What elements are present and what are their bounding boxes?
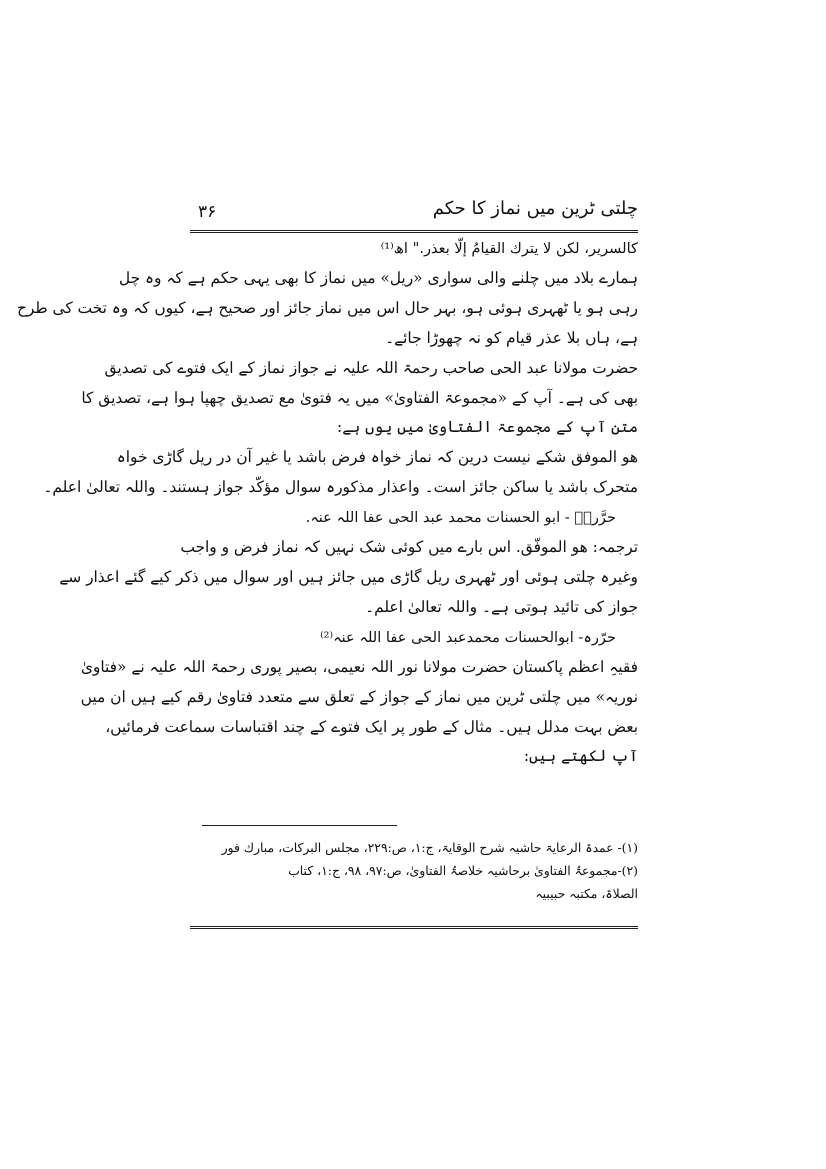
text-line: جواز کی تائید ہوتی ہے۔ واللہ تعالیٰ اعلم۔: [365, 597, 638, 616]
text-line: ہے، ہاں بلا عذر قیام کو نہ چھوڑا جائے۔: [385, 328, 638, 347]
footnotes: [190, 836, 638, 905]
header-title: چلتی ٹرین میں نماز کا حکم: [432, 198, 638, 219]
text-line: بھی کی ہے۔ آپ کے «مجموعۃ الفتاویٰ» میں یہ فتویٰ مع تصدیق چھپا ہوا ہے، تصدیق کا: [81, 388, 638, 407]
text-line: فقیہِ اعظم پاکستان حضرت مولانا نور اللہ نعیمی، بصیر پوری رحمۃ اللہ علیہ نے «فتاویٰ: [80, 657, 638, 676]
text-line: ترجمہ: ھو الموفّق. اس بارے میں کوئی شک نہیں کہ نماز فرض و واجب: [180, 538, 638, 557]
text-line: حضرت مولانا عبد الحی صاحب رحمۃ اللہ علیہ نے جواز نماز کے ایک فتوے کی تصدیق: [104, 358, 638, 377]
text-line: حرّرہ- ابوالحسنات محمدعبد الحی عفا اللہ عنہ⁽²⁾: [320, 628, 616, 646]
main-text: [16, 234, 638, 772]
text-line: رہی ہو یا ٹھہری ہوئی ہو، بہر حال اس میں نماز جائز اور صحیح ہے، کیوں کہ وہ تخت کی طرح: [16, 298, 638, 317]
text-line: متن آپ کے مجموعۃ الفتاویٰ میں یوں ہے:: [337, 418, 638, 437]
footer-divider: [190, 926, 638, 933]
text-line: بعض بہت مدلل ہیں۔ مثال کے طور پر ایک فتوے کے چند اقتباسات سماعت فرمائیں،: [105, 717, 638, 736]
running-header: [190, 196, 638, 233]
book-page: [16, 196, 638, 936]
text-line: ہمارے بلاد میں چلنے والی سواری «ریل» میں نماز کا بھی یہی حکم ہے کہ وہ چل: [118, 268, 638, 287]
footnote-line: (۲)-مجموعۃُ الفتاویٰ برحاشیہ خلاصۃُ الفتاویٰ، ص:۹۷، ۹۸، ج:۱، کتاب: [288, 863, 638, 878]
text-line: آپ لکھتے ہیں:: [523, 747, 638, 766]
text-line: ھو الموفق شکے نیست درین کہ نماز خواہ فرض باشد یا غیر آن در ریل گاڑی خواہ: [116, 448, 638, 467]
page-number: ۳۶: [198, 202, 217, 222]
text-line: نوریہ» میں چلتی ٹرین میں نماز کے جواز کے تعلق سے متعدد فتاویٰ رقم کیے ہیں ان میں: [80, 687, 638, 706]
footnote-line: (۱)- عمدۃ الرعایۃ حاشیہ شرح الوقایۃ، ج:۱، ص:۲۲۹، مجلس البرکات، مبارك فور: [221, 840, 638, 855]
text-line: کالسریر، لکن لا یترك القیامُ إلّا بعذر." اھ⁽¹⁾: [380, 240, 638, 257]
text-line: حرَّرہٗ - ابو الحسنات محمد عبد الحی عفا اللہ عنہ.: [305, 509, 616, 527]
text-line: متحرک باشد یا ساکن جائز است۔ واعذار مذکورہ سوال مؤکّد جواز ہستند۔ واللہ تعالیٰ اعلم۔: [43, 478, 638, 497]
text-line: وغیرہ چلتی ہوئی اور ٹھہری ریل گاڑی میں جائز ہیں اور سوال میں ذکر کیے گئے اعذار سے: [59, 567, 638, 586]
footnote-line: الصلاۃ، مکتبہ حبیبیہ: [535, 886, 638, 901]
footnote-divider: [202, 825, 397, 826]
